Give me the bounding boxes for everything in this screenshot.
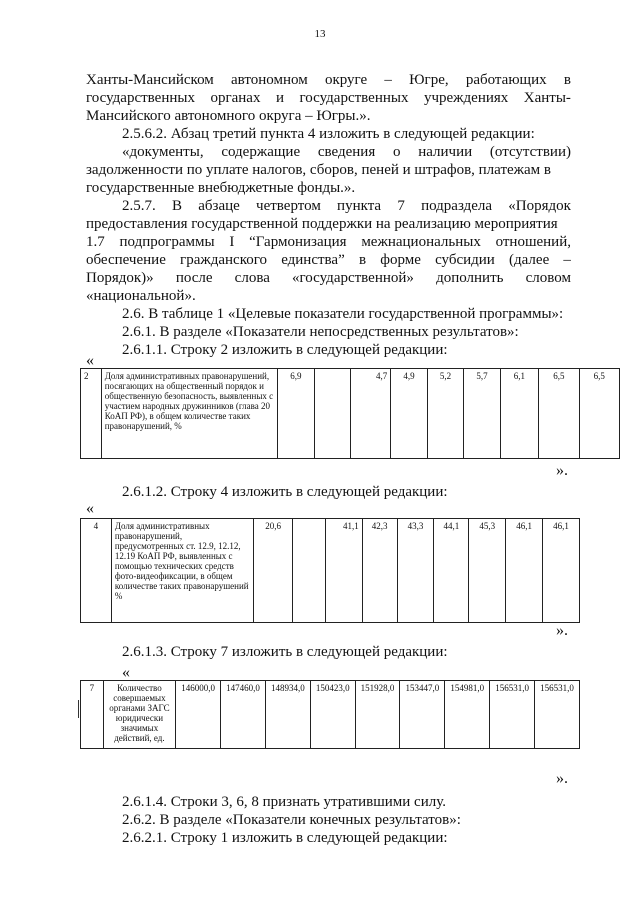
word: органах [210, 90, 261, 106]
word: и [275, 90, 284, 106]
paragraph-2-6-2-1: 2.6.2.1. Строку 1 изложить в следующей редакции: [122, 830, 448, 846]
paragraph-2-6-1-4: 2.6.1.4. Строки 3, 6, 8 признать утратившими силу. [122, 794, 446, 810]
word: работающих [465, 72, 547, 88]
value-cell: 156531,0 [535, 681, 580, 749]
word: (отсутствии) [489, 144, 571, 160]
value-cell: 4,9 [391, 369, 428, 459]
value-cell: 45,3 [469, 519, 506, 623]
word: Ханты-Мансийском [86, 72, 214, 88]
word: “Гармонизация [249, 234, 347, 250]
word: отношений, [495, 234, 571, 250]
row-number: 2 [81, 369, 102, 459]
indicator-name: Доля административных правонарушений, посягающих на общественный порядок и общественную безопасность, выявленных с участием народных дружинников (глава 20 КоАП РФ), в общем количестве таких правонарушений, % [101, 369, 277, 459]
word: «государственной» [292, 270, 414, 286]
word: после [175, 270, 213, 286]
value-cell: 6,5 [579, 369, 619, 459]
paragraph-1-line-2 [86, 90, 571, 107]
table-row-2 [80, 368, 620, 459]
word: Югре, [409, 72, 449, 88]
paragraph-4-line-4 [86, 252, 571, 269]
value-cell: 46,1 [506, 519, 543, 623]
word: в [358, 252, 367, 268]
indicator-name: Доля административных правонарушений, предусмотренных ст. 12.9, 12.12, 12.19 КоАП РФ, выявленных с помощью технических средств фото-видеофиксации, в общем количестве таких правонарушений % [111, 519, 253, 623]
paragraph-4-line-5 [86, 270, 571, 287]
word: единства” [281, 252, 345, 268]
paragraph-2-6-1-1: 2.6.1.1. Строку 2 изложить в следующей редакции: [122, 342, 448, 358]
word: субсидии [435, 252, 495, 268]
value-cell: 153447,0 [400, 681, 445, 749]
value-cell: 5,2 [427, 369, 464, 459]
open-quote-1: « [86, 352, 94, 369]
word: межнациональных [361, 234, 481, 250]
word: 2.5.7. [122, 198, 156, 214]
word: пункта [337, 198, 382, 214]
value-cell: 148934,0 [265, 681, 310, 749]
word: обеспечение [86, 252, 166, 268]
value-cell: 154981,0 [445, 681, 490, 749]
word: Ханты- [523, 90, 571, 106]
value-cell: 150423,0 [310, 681, 355, 749]
close-quote-1: ». [556, 462, 568, 479]
value-cell: 20,6 [254, 519, 293, 623]
value-cell: 43,3 [397, 519, 434, 623]
value-cell [293, 519, 326, 623]
word: форме [380, 252, 421, 268]
row-number: 7 [81, 681, 104, 749]
word: 1.7 [86, 234, 105, 250]
word: абзаце [198, 198, 240, 214]
close-quote-3: ». [556, 770, 568, 787]
indicator-name: Количество совершаемых органами ЗАГС юридически значимых действий, ед. [103, 681, 176, 749]
value-cell: 4,7 [350, 369, 390, 459]
close-quote-2: ». [556, 622, 568, 639]
word: I [229, 234, 235, 250]
paragraph-4-line-2: предоставления государственной поддержки на реализацию мероприятия [86, 216, 558, 232]
value-cell: 151928,0 [355, 681, 400, 749]
word: наличии [418, 144, 473, 160]
word: «Порядок [508, 198, 571, 214]
word: в [563, 72, 571, 88]
paragraph-3-line-2: задолженности по уплате налогов, сборов, пеней и штрафов, платежам в [86, 162, 551, 178]
word: Порядок)» [86, 270, 154, 286]
paragraph-2: 2.5.6.2. Абзац третий пункта 4 изложить в следующей редакции: [122, 126, 535, 142]
word: дополнить [436, 270, 504, 286]
word: – [563, 252, 571, 268]
word: государственных [86, 90, 195, 106]
word: подраздела [421, 198, 493, 214]
paragraph-2-6-2: 2.6.2. В разделе «Показатели конечных результатов»: [122, 812, 461, 828]
word: четвертом [256, 198, 321, 214]
word: округе [324, 72, 368, 88]
word: (далее [509, 252, 550, 268]
value-cell: 147460,0 [221, 681, 266, 749]
open-quote-3: « [122, 664, 130, 681]
paragraph-4-line-3 [86, 234, 571, 251]
value-cell: 41,1 [325, 519, 362, 623]
word: слова [234, 270, 270, 286]
value-cell: 44,1 [434, 519, 469, 623]
word: словом [525, 270, 571, 286]
paragraph-4-line-1 [122, 198, 571, 215]
value-cell: 42,3 [362, 519, 397, 623]
word: подпрограммы [119, 234, 215, 250]
word: 7 [397, 198, 405, 214]
value-cell: 156531,0 [490, 681, 535, 749]
word: В [171, 198, 182, 214]
word: сведения [317, 144, 376, 160]
value-cell: 5,7 [464, 369, 501, 459]
paragraph-2-6-1: 2.6.1. В разделе «Показатели непосредственных результатов»: [122, 324, 519, 340]
word: «документы, [122, 144, 204, 160]
row-number: 4 [81, 519, 112, 623]
value-cell: 6,1 [500, 369, 538, 459]
value-cell: 46,1 [543, 519, 580, 623]
paragraph-3-line-3: государственные внебюджетные фонды.». [86, 180, 356, 196]
word: учреждениях [423, 90, 509, 106]
value-cell: 6,9 [278, 369, 315, 459]
margin-mark [78, 700, 79, 718]
word: о [392, 144, 401, 160]
value-cell [314, 369, 350, 459]
table-row-7 [80, 680, 580, 749]
paragraph-1-line-1 [86, 72, 571, 89]
word: гражданского [180, 252, 267, 268]
word: государственных [299, 90, 409, 106]
paragraph-4-line-6: «национальной». [86, 288, 196, 304]
paragraph-2-6-1-3: 2.6.1.3. Строку 7 изложить в следующей редакции: [122, 644, 448, 660]
paragraph-2-6: 2.6. В таблице 1 «Целевые показатели государственной программы»: [122, 306, 564, 322]
paragraph-2-6-1-2: 2.6.1.2. Строку 4 изложить в следующей редакции: [122, 484, 448, 500]
word: автономном [231, 72, 308, 88]
value-cell: 146000,0 [176, 681, 221, 749]
page-number: 13 [314, 28, 326, 40]
table-row-4 [80, 518, 580, 623]
word: содержащие [221, 144, 301, 160]
word: – [384, 72, 392, 88]
paragraph-1-line-3: Мансийского автономного округа – Югры.». [86, 108, 371, 124]
open-quote-2: « [86, 500, 94, 517]
paragraph-3-line-1 [122, 144, 571, 161]
value-cell: 6,5 [539, 369, 579, 459]
